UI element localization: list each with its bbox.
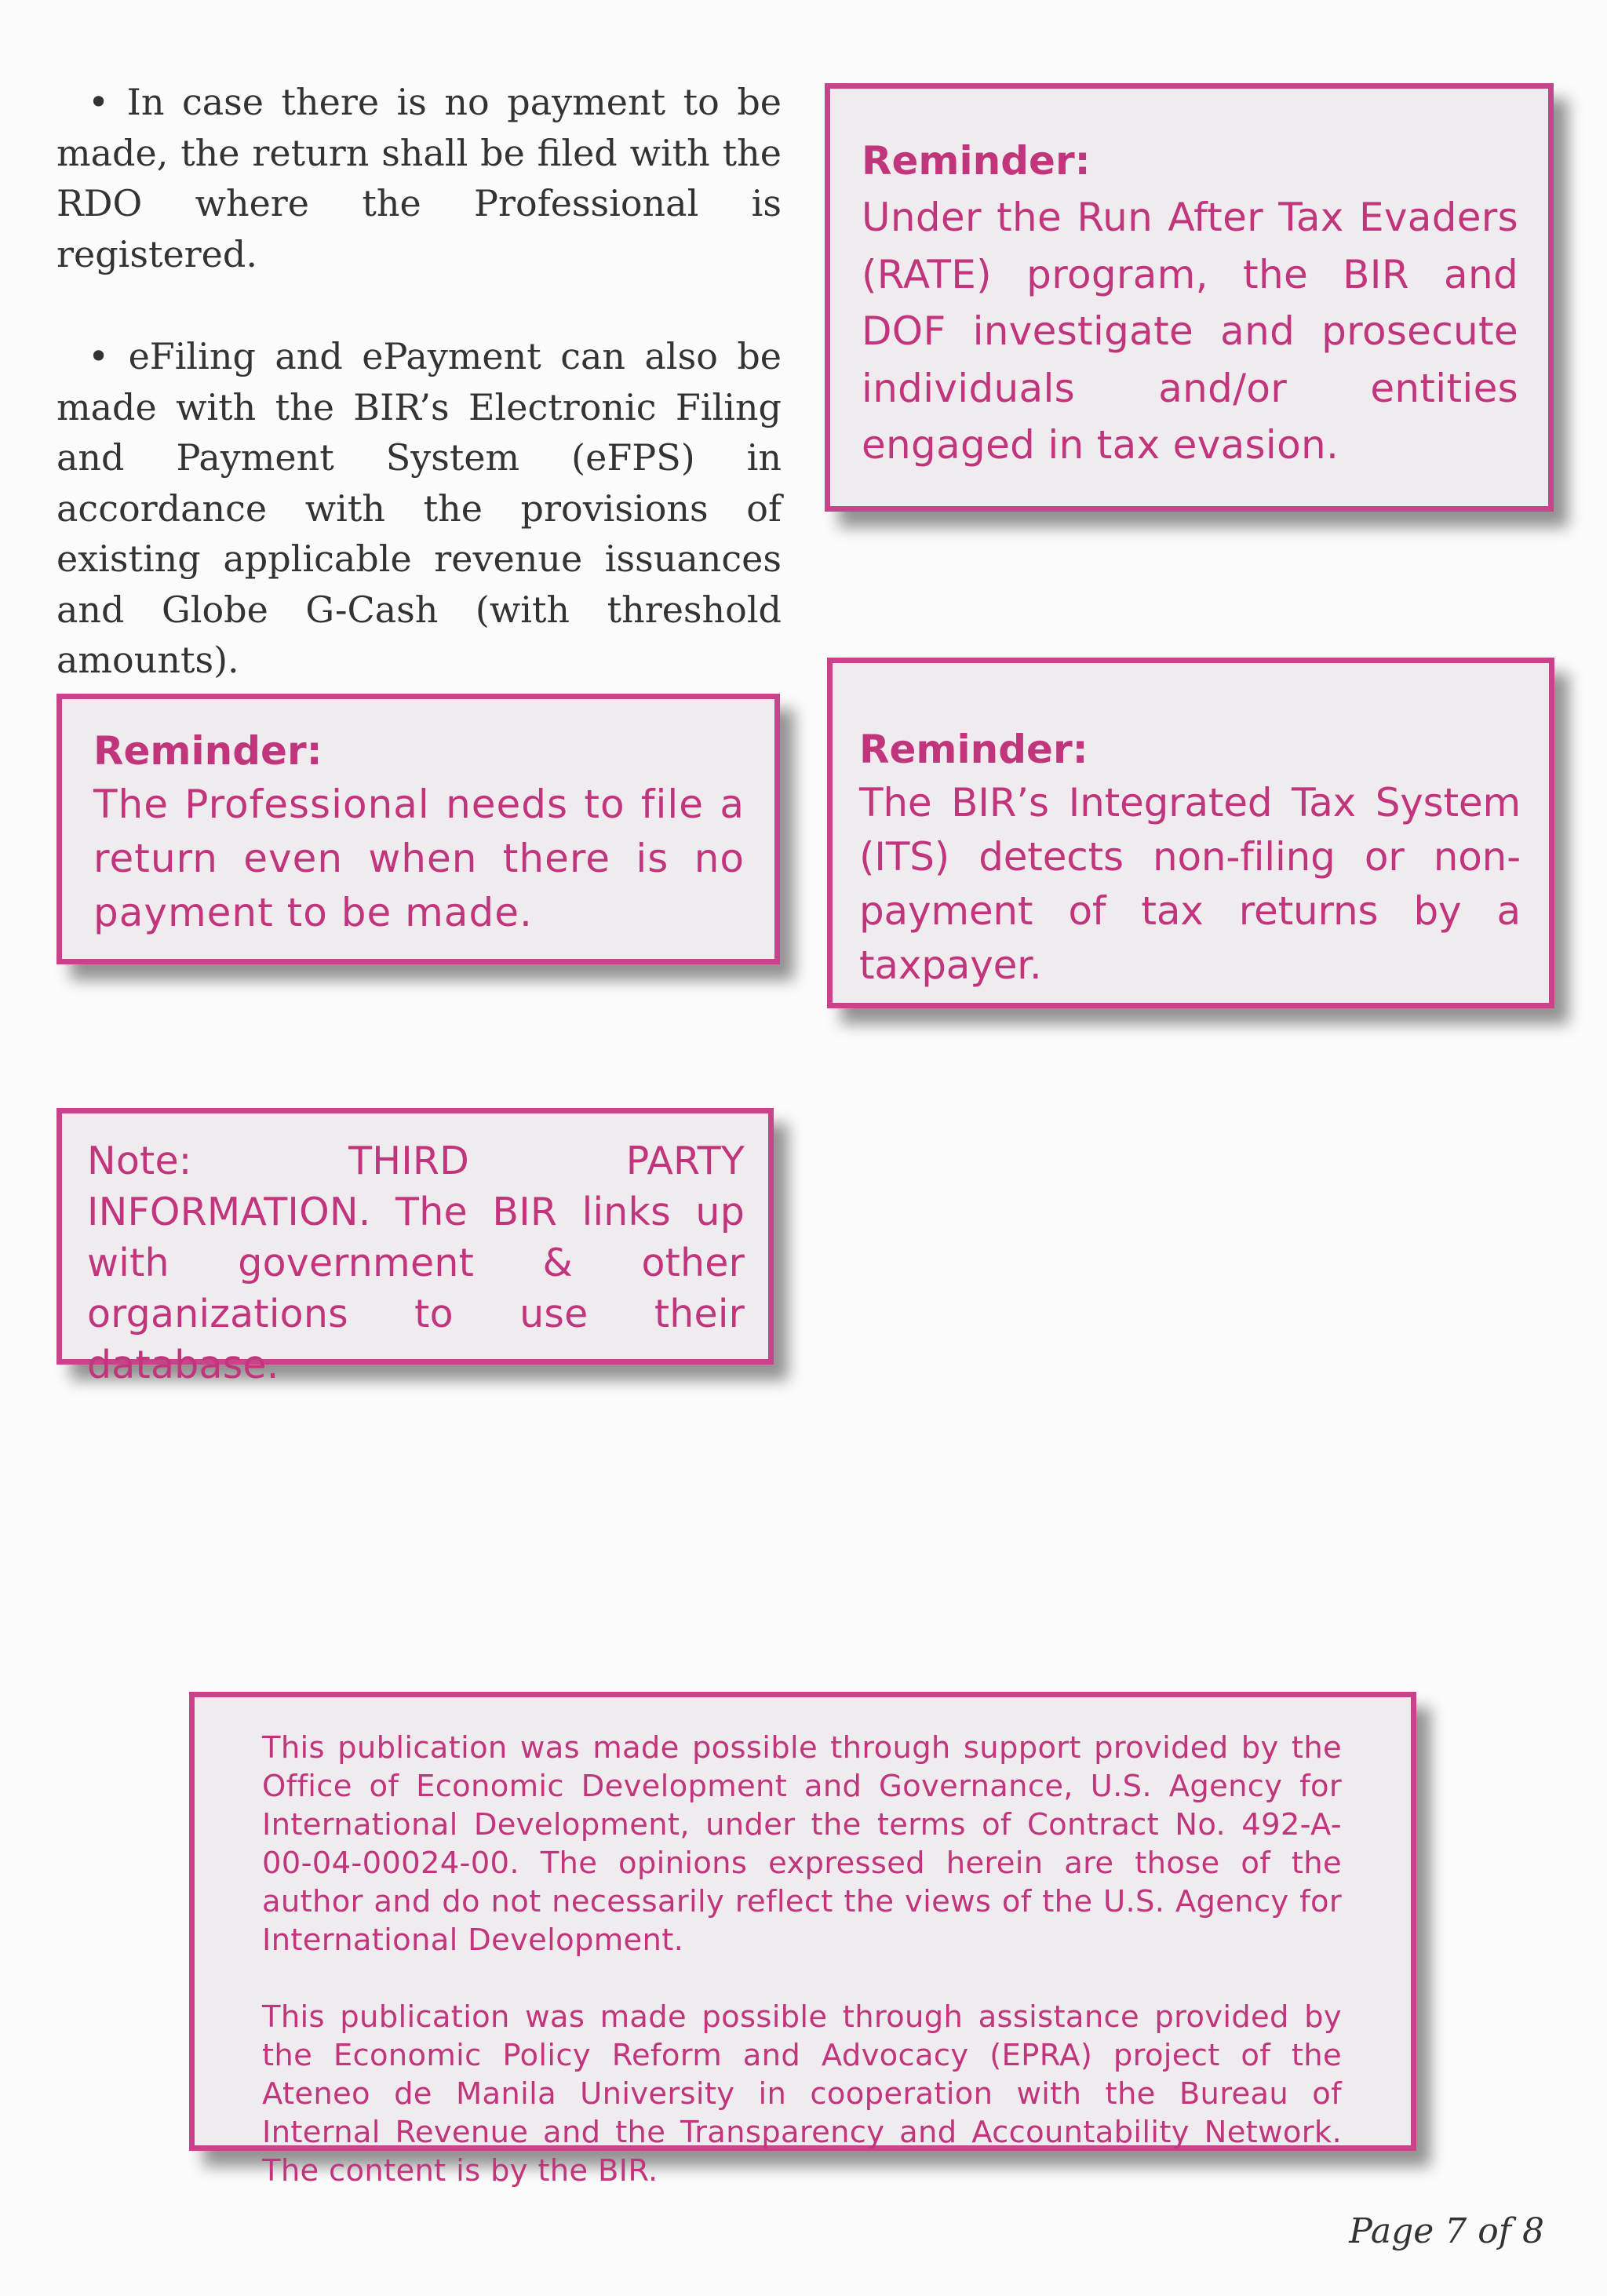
bullet-no-payment: • In case there is no payment to be made, the return shall be filed with the RDO where the Professional is registered. bbox=[56, 81, 782, 275]
reminder-box-its bbox=[827, 658, 1554, 1008]
note-box-third-party bbox=[56, 1108, 774, 1387]
bullet-list bbox=[56, 77, 782, 686]
publication-disclaimer-box bbox=[189, 1692, 1416, 2188]
reminder-text: The Professional needs to file a return even when there is no payment to be made. bbox=[93, 782, 745, 935]
reminder-heading: Reminder: bbox=[93, 728, 322, 774]
reminder-text: The BIR’s Integrated Tax System (ITS) detects non-filing or non-payment of tax returns by a taxpayer. bbox=[859, 780, 1521, 988]
reminder-text: Under the Run After Tax Evaders (RATE) program, the BIR and DOF investigate and prosecute individuals and/or entities engaged in tax evasion. bbox=[862, 195, 1518, 468]
bullet-efiling: • eFiling and ePayment can also be made with the BIR’s Electronic Filing and Payment System (eFPS) in accordance with the provisions of existing applicable revenue issuances and Globe G-Cash (with threshold amounts). bbox=[56, 335, 782, 681]
disclaimer-paragraph-usaid: This publication was made possible through support provided by the Office of Economic Development and Governance, U.S. Agency for International Development, under the terms of Contract No. 492-A-00-04-00024-00. The opinions expressed herein are those of the author and do not necessarily reflect the views of the U.S. Agency for International Development. bbox=[262, 1730, 1342, 1958]
page-number: Page 7 of 8 bbox=[1349, 2211, 1544, 2251]
note-text: Note: THIRD PARTY INFORMATION. The BIR links up with government & other organizations to use their database. bbox=[87, 1139, 745, 1387]
reminder-box-professional bbox=[56, 694, 780, 964]
disclaimer-paragraph-epra: This publication was made possible through assistance provided by the Economic Policy Reform and Advocacy (EPRA) project of the Ateneo de Manila University in cooperation with the Bureau of Internal Revenue and the Transparency and Accountability Network. The content is by the BIR. bbox=[262, 1999, 1342, 2188]
reminder-heading: Reminder: bbox=[859, 727, 1088, 772]
reminder-heading: Reminder: bbox=[862, 138, 1091, 184]
reminder-box-rate bbox=[825, 83, 1554, 512]
